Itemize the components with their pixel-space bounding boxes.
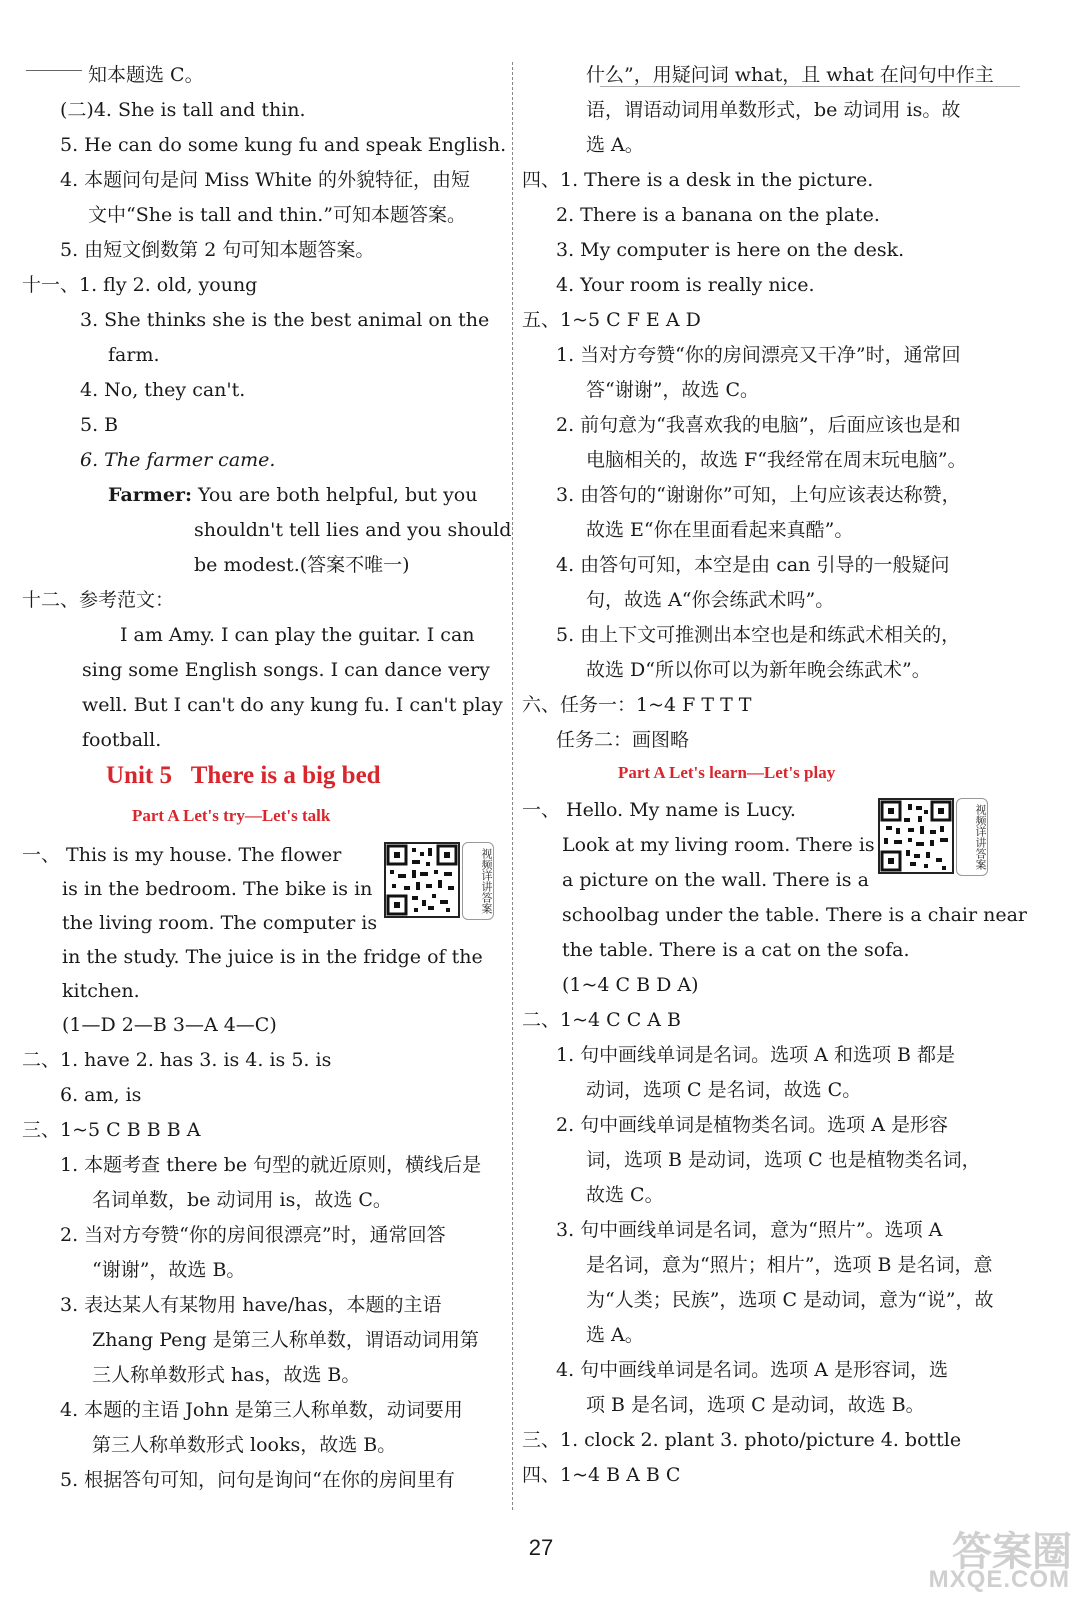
answer-line: 选 A。 (586, 134, 644, 156)
answer-line: 知本题选 C。 (88, 64, 204, 86)
answer-line: (1~4 C B D A) (562, 974, 699, 996)
answer-line: 二、1~4 C C A B (522, 1009, 682, 1031)
answer-line: 故选 C。 (586, 1184, 664, 1206)
answer-line: 6. am, is (60, 1084, 142, 1106)
watermark-line2: MXQE.COM (928, 1566, 1070, 1593)
answer-line: in the study. The juice is in the fridge of the (62, 946, 483, 968)
answer-line: 一、 This is my house. The flower (22, 844, 342, 866)
answer-line: 第三人称单数形式 looks，故选 B。 (92, 1434, 397, 1456)
answer-line: 4. 由答句可知，本空是由 can 引导的一般疑问 (556, 554, 950, 576)
answer-line: shouldn't tell lies and you should (194, 519, 512, 541)
answer-line: 三人称单数形式 has，故选 B。 (92, 1364, 361, 1386)
answer-line: 2. 前句意为“我喜欢我的电脑”，后面应该也是和 (556, 414, 961, 436)
answer-line: 十二、参考范文： (22, 589, 175, 611)
unit-number: Unit 5 (106, 762, 172, 789)
answer-line: 3. 句中画线单词是名词，意为“照片”。选项 A (556, 1219, 943, 1241)
speaker-label: Farmer: (108, 484, 192, 506)
answer-line (108, 478, 477, 513)
qr-code-icon (878, 798, 954, 874)
speaker-text: You are both helpful, but you (192, 484, 478, 506)
answer-line: 5. 根据答句可知，问句是询问“在你的房间里有 (60, 1469, 455, 1491)
answer-line: 六、任务一：1~4 F T T T (522, 694, 752, 716)
answer-line: 3. My computer is here on the desk. (556, 239, 905, 261)
answer-line: 3. 由答句的“谢谢你”可知，上句应该表达称赞， (556, 484, 961, 506)
answer-line: 答“谢谢”，故选 C。 (586, 379, 760, 401)
answer-line: 四、1. There is a desk in the picture. (522, 169, 874, 191)
answer-line: 电脑相关的，故选 F“我经常在周末玩电脑”。 (586, 449, 967, 471)
answer-line: 五、1~5 C F E A D (522, 309, 701, 331)
part-title-right: Part A Let's learn—Let's play (618, 763, 836, 782)
answer-line: 2. 当对方夸赞“你的房间很漂亮”时，通常回答 (60, 1224, 446, 1246)
answer-line: football. (82, 729, 162, 751)
answer-line: 2. There is a banana on the plate. (556, 204, 880, 226)
answer-line: 一、 Hello. My name is Lucy. (522, 799, 796, 821)
qr-code-right[interactable] (878, 798, 990, 876)
answer-line: well. But I can't do any kung fu. I can't play (82, 694, 503, 716)
answer-line: “谢谢”，故选 B。 (92, 1259, 246, 1281)
answer-line: I am Amy. I can play the guitar. I can (120, 624, 475, 646)
qr-label: 视频详讲答案 (462, 842, 494, 920)
answer-line: 文中“She is tall and thin.”可知本题答案。 (88, 204, 466, 226)
qr-code-left[interactable] (384, 842, 496, 920)
answer-line: 二、1. have 2. has 3. is 4. is 5. is (22, 1049, 332, 1071)
answer-line: Look at my living room. There is (562, 834, 875, 856)
answer-line: 1. 本题考查 there be 句型的就近原则，横线后是 (60, 1154, 482, 1176)
answer-line: 三、1. clock 2. plant 3. photo/picture 4. bottle (522, 1429, 962, 1451)
answer-line: 5. 由上下文可推测出本空也是和练武术相关的， (556, 624, 961, 646)
answer-line: 4. 本题的主语 John 是第三人称单数，动词要用 (60, 1399, 463, 1421)
page-number: 27 (528, 1535, 554, 1560)
answer-line: 1. 句中画线单词是名词。选项 A 和选项 B 都是 (556, 1044, 956, 1066)
answer-line: 5. B (80, 414, 119, 436)
answer-line: 5. 由短文倒数第 2 句可知本题答案。 (60, 239, 375, 261)
answer-line: 词，选项 B 是动词，选项 C 也是植物类名词， (586, 1149, 981, 1171)
answer-line: 4. 句中画线单词是名词。选项 A 是形容词，选 (556, 1359, 948, 1381)
qr-label: 视频详讲答案 (956, 798, 988, 876)
answer-line: 3. She thinks she is the best animal on the (80, 309, 490, 331)
answer-line: 为“人类；民族”，选项 C 是动词，意为“说”，故 (586, 1289, 994, 1311)
answer-line: 4. No, they can't. (80, 379, 246, 401)
answer-line: 项 B 是名词，选项 C 是动词，故选 B。 (586, 1394, 925, 1416)
answer-line: 三、1~5 C B B B A (22, 1119, 201, 1141)
answer-line: 4. 本题问句是问 Miss White 的外貌特征，由短 (60, 169, 471, 191)
answer-line: sing some English songs. I can dance very (82, 659, 490, 681)
answer-line: 名词单数，be 动词用 is，故选 C。 (92, 1189, 392, 1211)
qr-code-icon (384, 842, 460, 918)
answer-line: 是名词，意为“照片；相片”，选项 B 是名词，意 (586, 1254, 993, 1276)
column-divider (512, 62, 513, 1510)
answer-line: the table. There is a cat on the sofa. (562, 939, 910, 961)
answer-line: 语，谓语动词用单数形式，be 动词用 is。故 (586, 99, 961, 121)
answer-line: 什么”，用疑问词 what，且 what 在问句中作主 (586, 64, 994, 86)
answer-line: 动词，选项 C 是名词，故选 C。 (586, 1079, 862, 1101)
answer-line: 任务二：画图略 (556, 729, 690, 751)
answer-line: schoolbag under the table. There is a chair near (562, 904, 1028, 926)
answer-line: 5. He can do some kung fu and speak English. (60, 134, 507, 156)
answer-line: farm. (108, 344, 160, 366)
answer-line: 四、1~4 B A B C (522, 1464, 681, 1486)
answer-line: kitchen. (62, 980, 140, 1002)
unit-name: There is a big bed (190, 762, 381, 789)
unit-title (106, 762, 381, 790)
answer-line: Zhang Peng 是第三人称单数，谓语动词用第 (92, 1329, 479, 1351)
answer-line: 3. 表达某人有某物用 have/has，本题的主语 (60, 1294, 442, 1316)
answer-line: 句，故选 A“你会练武术吗”。 (586, 589, 835, 611)
answer-line: 2. 句中画线单词是植物类名词。选项 A 是形容 (556, 1114, 948, 1136)
answer-line: (1—D 2—B 3—A 4—C) (62, 1014, 277, 1036)
answer-line: 十一、1. fly 2. old, young (22, 274, 258, 296)
answer-line: be modest.(答案不唯一) (194, 554, 410, 576)
answer-line: is in the bedroom. The bike is in (62, 878, 373, 900)
answer-line: a picture on the wall. There is a (562, 869, 869, 891)
answer-line: 故选 D“所以你可以为新年晚会练武术”。 (586, 659, 931, 681)
answer-line: the living room. The computer is (62, 912, 378, 934)
part-title-left: Part A Let's try—Let's talk (132, 806, 331, 825)
answer-line: 选 A。 (586, 1324, 644, 1346)
watermark (876, 1520, 1076, 1598)
answer-line: (二)4. She is tall and thin. (60, 99, 306, 121)
answer-line: 1. 当对方夸赞“你的房间漂亮又干净”时，通常回 (556, 344, 961, 366)
top-rule-left (26, 70, 82, 71)
answer-line: 故选 E“你在里面看起来真酷”。 (586, 519, 854, 541)
answer-line: 4. Your room is really nice. (556, 274, 815, 296)
watermark-line1: 答案圈 (952, 1530, 1072, 1574)
answer-line: 6. The farmer came. (80, 449, 276, 471)
